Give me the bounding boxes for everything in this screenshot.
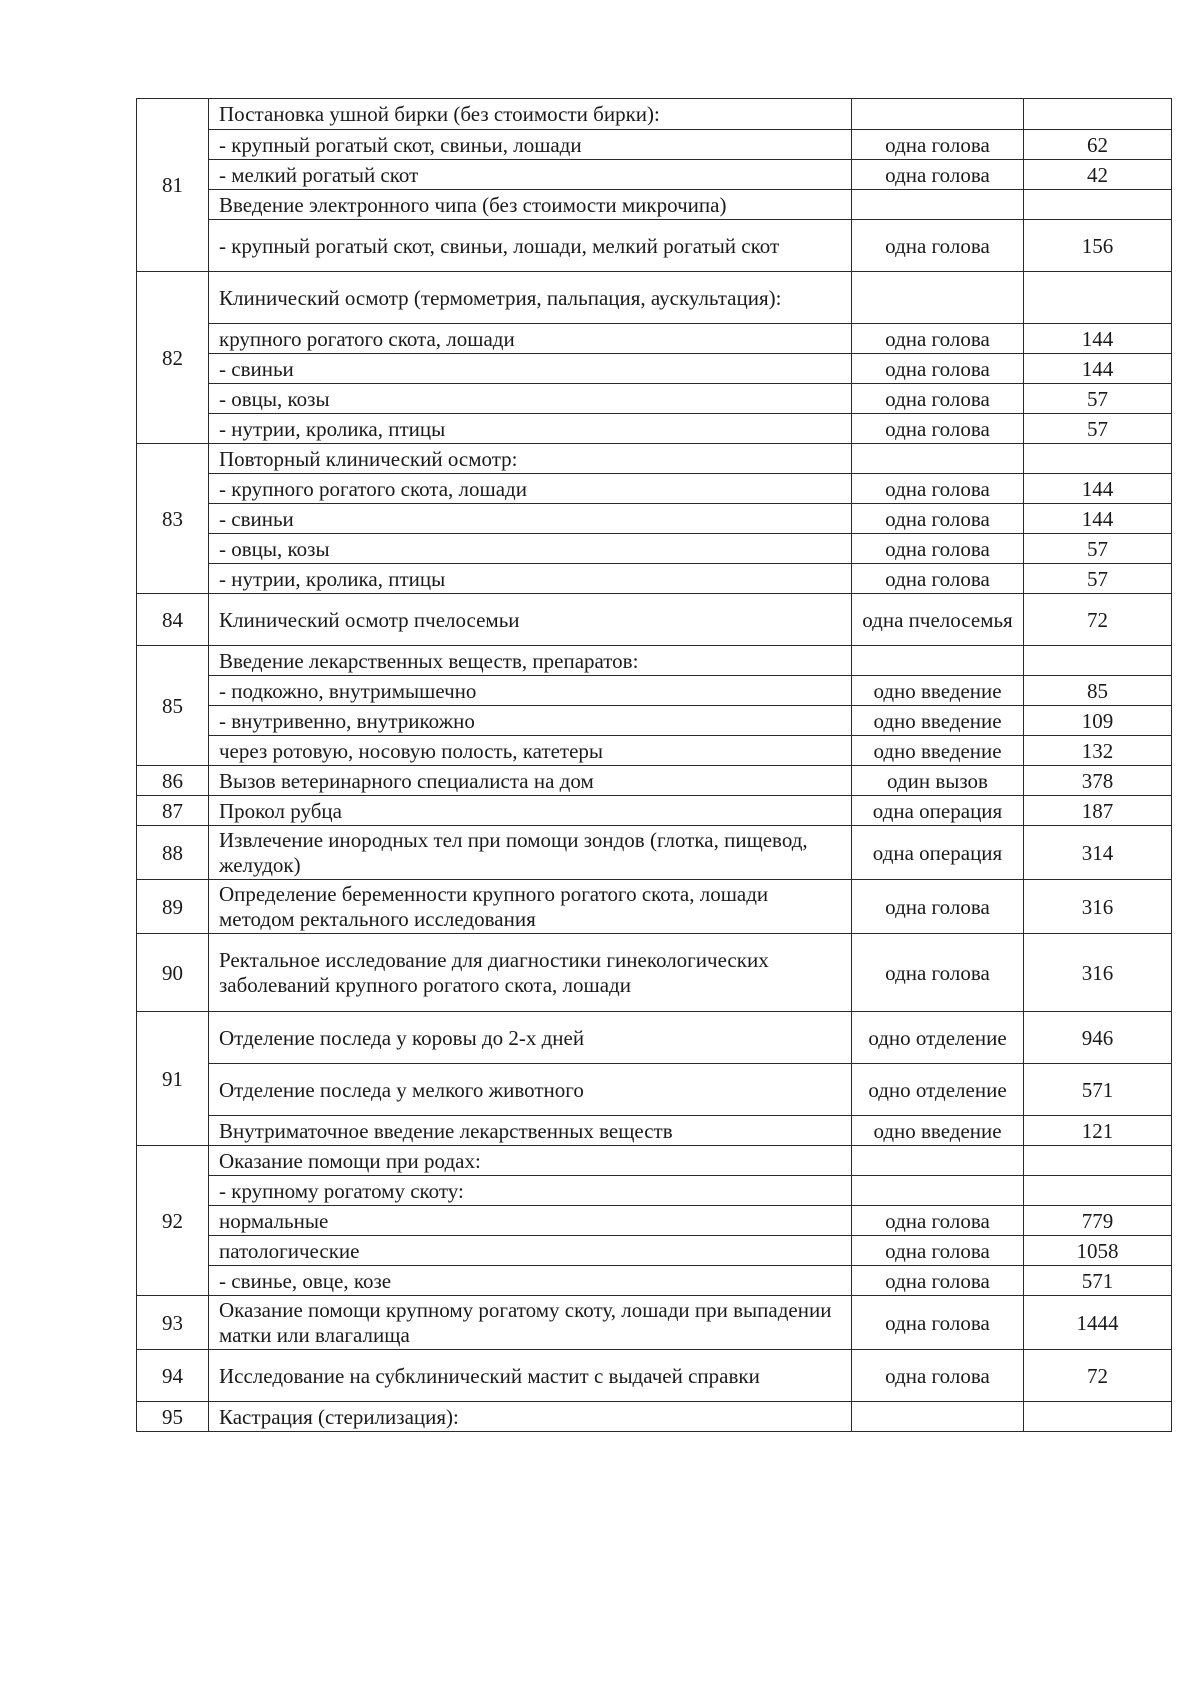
unit-of-measure: одна голова (852, 130, 1024, 160)
unit-of-measure (852, 1176, 1024, 1206)
service-description: Введение электронного чипа (без стоимости микрочипа) (209, 190, 852, 220)
price-value (1024, 190, 1172, 220)
unit-of-measure: одна голова (852, 160, 1024, 190)
unit-of-measure (852, 444, 1024, 474)
service-description: Клинический осмотр (термометрия, пальпация, аускультация): (209, 272, 852, 324)
item-number: 90 (137, 934, 209, 1012)
table-row (137, 736, 1172, 766)
unit-of-measure: одна пчелосемья (852, 594, 1024, 646)
service-description: Исследование на субклинический мастит с выдачей справки (209, 1350, 852, 1402)
table-row (137, 324, 1172, 354)
table-row (137, 1064, 1172, 1116)
table-row (137, 676, 1172, 706)
price-value (1024, 1402, 1172, 1432)
table-row (137, 354, 1172, 384)
unit-of-measure (852, 646, 1024, 676)
price-value: 42 (1024, 160, 1172, 190)
item-number: 83 (137, 444, 209, 594)
price-value: 378 (1024, 766, 1172, 796)
service-description: - свинье, овце, козе (209, 1266, 852, 1296)
table-row (137, 220, 1172, 272)
table-row (137, 1266, 1172, 1296)
price-value: 72 (1024, 594, 1172, 646)
table-row (137, 384, 1172, 414)
service-description: крупного рогатого скота, лошади (209, 324, 852, 354)
service-description: - крупному рогатому скоту: (209, 1176, 852, 1206)
price-value (1024, 1176, 1172, 1206)
unit-of-measure: одна операция (852, 826, 1024, 880)
table-row (137, 504, 1172, 534)
table-row (137, 272, 1172, 324)
service-description: Повторный клинический осмотр: (209, 444, 852, 474)
service-description: Постановка ушной бирки (без стоимости бирки): (209, 99, 852, 130)
table-row (137, 594, 1172, 646)
table-row (137, 534, 1172, 564)
price-value: 85 (1024, 676, 1172, 706)
price-value (1024, 444, 1172, 474)
service-description: - овцы, козы (209, 384, 852, 414)
service-description: Оказание помощи при родах: (209, 1146, 852, 1176)
table-row (137, 474, 1172, 504)
unit-of-measure: одна голова (852, 1266, 1024, 1296)
table-row (137, 160, 1172, 190)
item-number: 89 (137, 880, 209, 934)
item-number: 84 (137, 594, 209, 646)
price-value: 62 (1024, 130, 1172, 160)
table-row (137, 1236, 1172, 1266)
unit-of-measure: одна операция (852, 796, 1024, 826)
service-description: Извлечение инородных тел при помощи зондов (глотка, пищевод, желудок) (209, 826, 852, 880)
price-value: 132 (1024, 736, 1172, 766)
unit-of-measure (852, 190, 1024, 220)
service-description: - свиньи (209, 504, 852, 534)
service-description: Вызов ветеринарного специалиста на дом (209, 766, 852, 796)
price-value: 156 (1024, 220, 1172, 272)
item-number: 95 (137, 1402, 209, 1432)
unit-of-measure (852, 1402, 1024, 1432)
unit-of-measure: одна голова (852, 324, 1024, 354)
service-description: Кастрация (стерилизация): (209, 1402, 852, 1432)
item-number: 91 (137, 1012, 209, 1146)
price-value (1024, 99, 1172, 130)
service-description: Внутриматочное введение лекарственных веществ (209, 1116, 852, 1146)
price-value: 316 (1024, 880, 1172, 934)
table-row (137, 1402, 1172, 1432)
price-value: 314 (1024, 826, 1172, 880)
table-row (137, 796, 1172, 826)
service-description: - свиньи (209, 354, 852, 384)
price-value: 57 (1024, 534, 1172, 564)
unit-of-measure: одна голова (852, 504, 1024, 534)
unit-of-measure: один вызов (852, 766, 1024, 796)
service-description: патологические (209, 1236, 852, 1266)
service-description: Оказание помощи крупному рогатому скоту, лошади при выпадении матки или влагалища (209, 1296, 852, 1350)
unit-of-measure: одно введение (852, 736, 1024, 766)
service-description: Отделение последа у мелкого животного (209, 1064, 852, 1116)
price-value: 1058 (1024, 1236, 1172, 1266)
table-row (137, 564, 1172, 594)
unit-of-measure: одна голова (852, 534, 1024, 564)
service-description: Ректальное исследование для диагностики гинекологических заболеваний крупного рогатого скота, лошади (209, 934, 852, 1012)
service-description: Отделение последа у коровы до 2-х дней (209, 1012, 852, 1064)
price-value: 144 (1024, 474, 1172, 504)
table-row (137, 1146, 1172, 1176)
table-row (137, 1012, 1172, 1064)
table-row (137, 934, 1172, 1012)
item-number: 93 (137, 1296, 209, 1350)
item-number: 81 (137, 99, 209, 272)
table-row (137, 190, 1172, 220)
table-row (137, 706, 1172, 736)
unit-of-measure: одна голова (852, 564, 1024, 594)
table-row (137, 1206, 1172, 1236)
service-description: Введение лекарственных веществ, препаратов: (209, 646, 852, 676)
item-number: 88 (137, 826, 209, 880)
price-value: 57 (1024, 384, 1172, 414)
price-value: 571 (1024, 1064, 1172, 1116)
table-row (137, 766, 1172, 796)
price-value: 72 (1024, 1350, 1172, 1402)
unit-of-measure: одно введение (852, 706, 1024, 736)
price-value: 57 (1024, 414, 1172, 444)
unit-of-measure: одно отделение (852, 1012, 1024, 1064)
table-row (137, 1296, 1172, 1350)
price-value: 109 (1024, 706, 1172, 736)
service-description: - нутрии, кролика, птицы (209, 564, 852, 594)
unit-of-measure: одно введение (852, 1116, 1024, 1146)
table-row (137, 826, 1172, 880)
service-description: Определение беременности крупного рогатого скота, лошади методом ректального исследования (209, 880, 852, 934)
service-description: - подкожно, внутримышечно (209, 676, 852, 706)
service-description: - крупный рогатый скот, свиньи, лошади (209, 130, 852, 160)
unit-of-measure: одно отделение (852, 1064, 1024, 1116)
price-value: 571 (1024, 1266, 1172, 1296)
unit-of-measure: одна голова (852, 880, 1024, 934)
unit-of-measure (852, 99, 1024, 130)
unit-of-measure (852, 1146, 1024, 1176)
table-row (137, 444, 1172, 474)
unit-of-measure (852, 272, 1024, 324)
table-row (137, 646, 1172, 676)
unit-of-measure: одна голова (852, 220, 1024, 272)
price-value: 144 (1024, 504, 1172, 534)
unit-of-measure: одна голова (852, 384, 1024, 414)
service-description: Клинический осмотр пчелосемьи (209, 594, 852, 646)
table-row (137, 1176, 1172, 1206)
service-description: - крупного рогатого скота, лошади (209, 474, 852, 504)
service-description: через ротовую, носовую полость, катетеры (209, 736, 852, 766)
unit-of-measure: одна голова (852, 354, 1024, 384)
price-value: 121 (1024, 1116, 1172, 1146)
service-description: - крупный рогатый скот, свиньи, лошади, мелкий рогатый скот (209, 220, 852, 272)
price-value: 187 (1024, 796, 1172, 826)
item-number: 92 (137, 1146, 209, 1296)
item-number: 86 (137, 766, 209, 796)
item-number: 94 (137, 1350, 209, 1402)
service-description: - внутривенно, внутрикожно (209, 706, 852, 736)
unit-of-measure: одна голова (852, 1350, 1024, 1402)
unit-of-measure: одно введение (852, 676, 1024, 706)
price-value: 144 (1024, 354, 1172, 384)
service-description: - мелкий рогатый скот (209, 160, 852, 190)
service-description: - овцы, козы (209, 534, 852, 564)
price-value: 779 (1024, 1206, 1172, 1236)
unit-of-measure: одна голова (852, 414, 1024, 444)
price-value: 1444 (1024, 1296, 1172, 1350)
price-value: 946 (1024, 1012, 1172, 1064)
price-value (1024, 1146, 1172, 1176)
unit-of-measure: одна голова (852, 1236, 1024, 1266)
unit-of-measure: одна голова (852, 934, 1024, 1012)
table-row (137, 99, 1172, 130)
item-number: 85 (137, 646, 209, 766)
service-description: - нутрии, кролика, птицы (209, 414, 852, 444)
unit-of-measure: одна голова (852, 1206, 1024, 1236)
price-value (1024, 272, 1172, 324)
table-row (137, 1350, 1172, 1402)
price-value: 144 (1024, 324, 1172, 354)
table-row (137, 130, 1172, 160)
price-table-body (137, 99, 1172, 1432)
price-value (1024, 646, 1172, 676)
unit-of-measure: одна голова (852, 1296, 1024, 1350)
item-number: 87 (137, 796, 209, 826)
service-description: нормальные (209, 1206, 852, 1236)
price-value: 57 (1024, 564, 1172, 594)
price-value: 316 (1024, 934, 1172, 1012)
table-row (137, 1116, 1172, 1146)
service-description: Прокол рубца (209, 796, 852, 826)
unit-of-measure: одна голова (852, 474, 1024, 504)
item-number: 82 (137, 272, 209, 444)
table-row (137, 414, 1172, 444)
table-row (137, 880, 1172, 934)
price-table (136, 98, 1172, 1432)
